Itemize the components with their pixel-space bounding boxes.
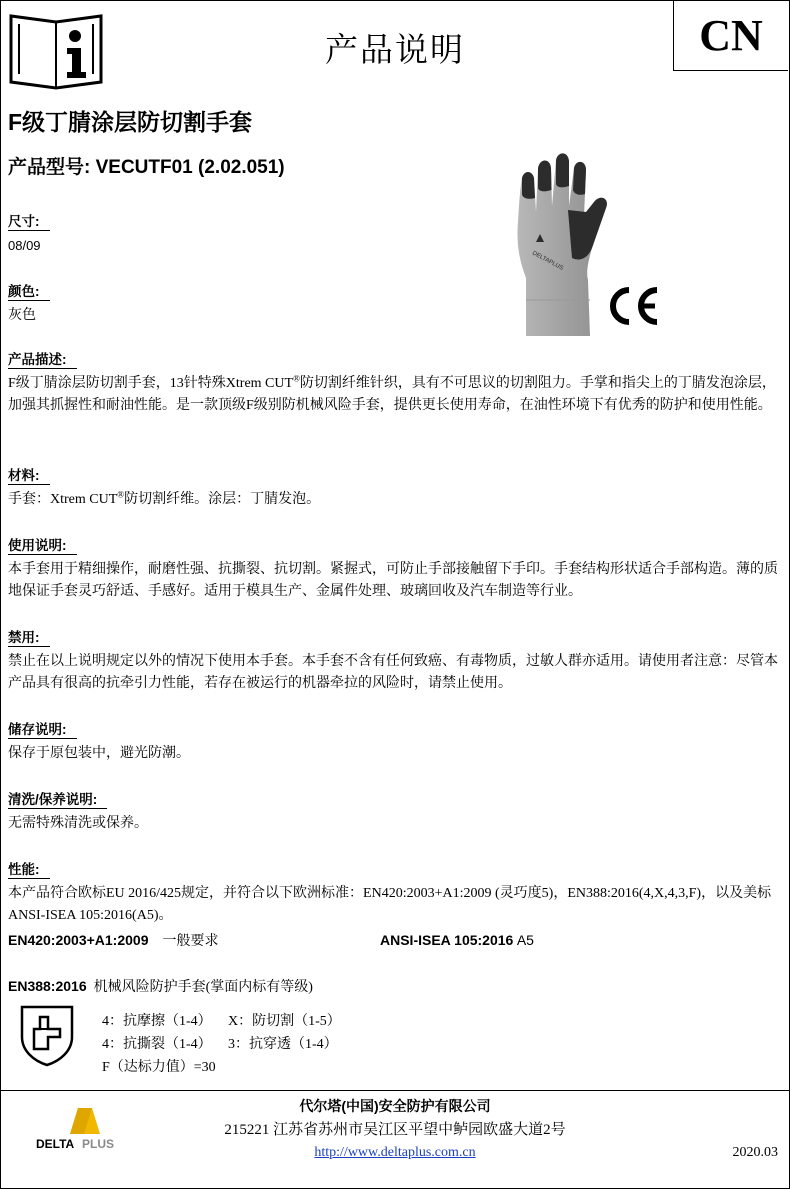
language-code: CN [673,0,788,71]
document-date: 2020.03 [732,1145,778,1160]
color-value: 灰色 [8,308,36,323]
prohibited-section [8,628,784,695]
description-text-b: 防切割纤维针织，具有不可思议的切割阻力。手掌和指尖上的丁腈发泡涂层，加强其抓握性和耐油性能。是一款顶级F级别防机械风险手套，提供更长使用寿命，在油性环境下有优秀的防护和使用性能。 [8,376,776,413]
logo-text-delta: DELTA [36,1137,75,1151]
en420-code: EN420:2003+A1:2009 [8,932,149,948]
storage-label: 储存说明: [8,721,77,739]
description-section [8,350,784,417]
en420-standard [8,930,219,952]
size-section [8,212,784,257]
performance-section [8,860,784,927]
document-title: 产品说明 [325,33,465,69]
en388-desc: 机械风险防护手套(掌面内标有等级) [93,980,313,995]
material-text [8,489,784,511]
prohibited-label: 禁用: [8,629,50,647]
material-text-b: 防切割纤维。涂层：丁腈发泡。 [124,492,321,507]
usage-section [8,536,784,603]
material-text-a: 手套：Xtrem CUT [8,492,118,507]
cleaning-section [8,790,784,835]
registered-mark: ® [293,373,300,384]
rating-cut: X：防切割（1-5） [228,1014,341,1029]
material-label: 材料: [8,467,50,485]
rating-iso-cut: F（达标力值）=30 [102,1060,216,1075]
company-address: 215221 江苏省苏州市吴江区平望中鲈园欧盛大道2号 [224,1122,566,1138]
rating-puncture: 3：抗穿透（1-4） [228,1037,338,1052]
cleaning-text: 无需特殊清洗或保养。 [8,816,148,831]
registered-mark: ® [117,489,125,500]
website-link[interactable]: http://www.deltaplus.com.cn [314,1145,476,1160]
svg-text:DELTAPLUS: DELTAPLUS [531,250,565,272]
mechanical-risk-shield-icon [18,1003,76,1067]
size-value: 08/09 [8,238,41,253]
description-label: 产品描述: [8,351,77,369]
ansi-standard [380,930,534,952]
en388-ratings [102,1010,341,1079]
performance-label: 性能: [8,861,50,879]
description-text [8,373,784,417]
model-label: 产品型号: [8,157,96,178]
prohibited-text: 禁止在以上说明规定以外的情况下使用本手套。本手套不含有任何致癌、有毒物质，过敏人群亦适用。请使用者注意：尽管本产品具有很高的抗牵引力性能，若存在被运行的机器牵拉的风险时，请禁止使用。 [8,654,778,691]
performance-text: 本产品符合欧标EU 2016/425规定，并符合以下欧洲标准：EN420:2003+A1:2009 (灵巧度5)，EN388:2016(4,X,4,3,F)，以及美标ANSI-ISEA 105:2016(A5)。 [8,886,772,923]
product-model [8,152,285,179]
usage-text: 本手套用于精细操作，耐磨性强、抗撕裂、抗切割。紧握式，可防止手部接触留下手印。手套结构形状适合手部构造。薄的质地保证手套灵巧舒适、手感好。适用于模具生产、金属件处理、玻璃回收及汽车制造等行业。 [8,562,778,599]
logo-text-plus: PLUS [82,1137,115,1151]
cleaning-label: 清洗/保养说明: [8,791,107,809]
en388-code: EN388:2016 [8,978,87,994]
model-value: VECUTF01 (2.02.051) [95,157,285,178]
size-label: 尺寸: [8,213,50,231]
product-name: F级丁腈涂层防切割手套 [8,109,253,135]
ansi-level: A5 [516,932,534,948]
rating-tear: 4：抗撕裂（1-4） [102,1037,212,1052]
en420-desc: 一般要求 [162,934,219,949]
storage-text: 保存于原包装中，避光防潮。 [8,746,190,761]
usage-label: 使用说明: [8,537,77,555]
description-text-a: F级丁腈涂层防切割手套，13针特殊Xtrem CUT [8,376,294,391]
material-section [8,466,784,511]
en388-standard [8,976,313,998]
company-name: 代尔塔(中国)安全防护有限公司 [299,1098,491,1114]
footer-divider [0,1090,790,1091]
storage-section [8,720,784,765]
ansi-code: ANSI-ISEA 105:2016 [380,932,514,948]
rating-abrasion: 4：抗摩擦（1-4） [102,1014,212,1029]
color-section [8,282,784,327]
color-label: 颜色: [8,283,50,301]
